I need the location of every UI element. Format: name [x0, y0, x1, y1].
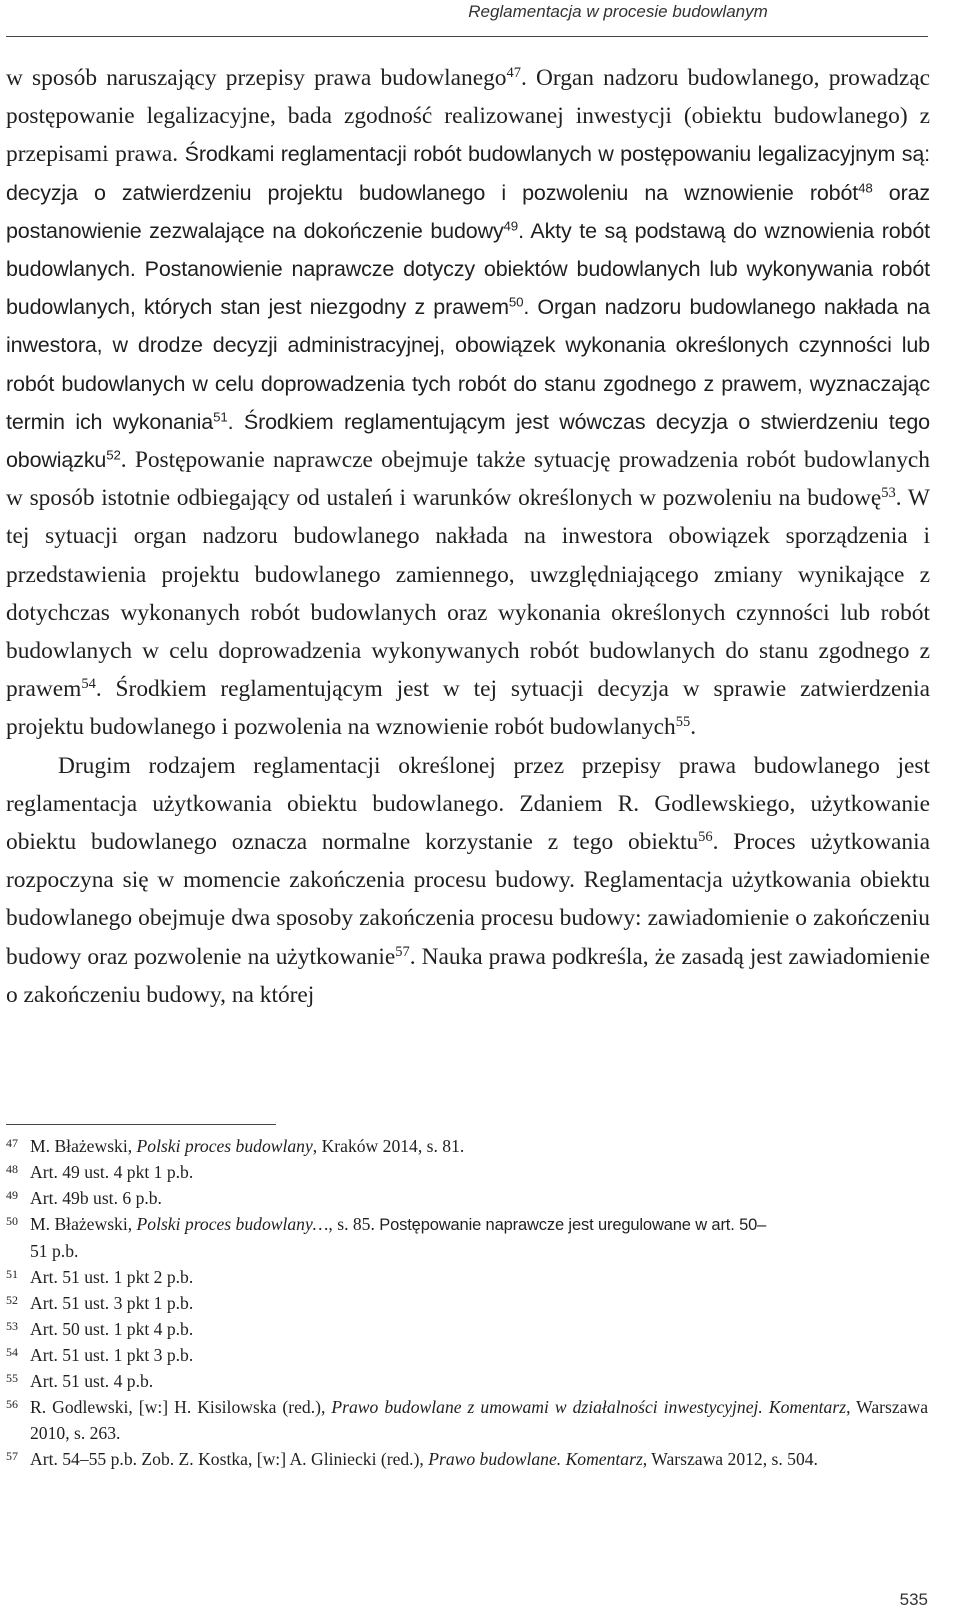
footnote-49: [6, 1185, 928, 1211]
footnote-ref[interactable]: 50: [508, 294, 524, 310]
footnote-ref[interactable]: 51: [213, 409, 228, 425]
text-segment-sans: [6, 142, 930, 472]
text-segment: . Organ nadzoru budowlanego nakłada na inwestora, w drodze decyzji administracyjnej, obowiązek wykonania określonych czynności lub robót budowlanych w celu doprowadzenia tych robót do stanu zgodnego z prawem, wyznaczając termin ich wykonania: [6, 295, 930, 434]
footnote-text: Art. 49b ust. 6 p.b.: [30, 1188, 162, 1208]
footnote-ref[interactable]: 52: [106, 447, 121, 463]
footnote-number: 57: [6, 1449, 18, 1463]
footnote-55: [6, 1368, 928, 1394]
footnote-48: [6, 1159, 928, 1185]
running-header: [0, 2, 928, 22]
footnote-title: Polski proces budowlany: [136, 1136, 313, 1156]
footnote-title: Prawo budowlane. Komentarz: [428, 1449, 643, 1469]
text-segment: Drugim rodzajem reglamentacji określonej przez przepisy prawa budowlanego jest reglamentacja użytkowania obiektu budowlanego. Zdaniem R. Godlewskiego, użytkowanie obiektu budowlanego oznacza normalne korzystanie z tego obiektu: [6, 752, 930, 856]
text-segment: . W tej sytuacji organ nadzoru budowlanego nakłada na inwestora obowiązek sporządzenia i przedstawienia projektu budowlanego zamiennego, uwzględniającego zmiany wynikające z dotychczas wykonanych robót budowlanych oraz wykonania określonych czynności lub robót budowlanych w celu doprowadzenia wykonywanych robót budowlanych do stanu zgodnego z prawem: [6, 485, 930, 703]
footnote-text: [30, 1446, 928, 1472]
running-title: Reglamentacja w procesie budowlanym: [468, 2, 768, 21]
footnote-text: Art. 49 ust. 4 pkt 1 p.b.: [30, 1162, 194, 1182]
footnotes-list: [6, 1133, 928, 1472]
footnote-54: [6, 1342, 928, 1368]
footnote-number: 56: [6, 1397, 18, 1411]
footnote-text: Art. 51 ust. 4 p.b.: [30, 1371, 154, 1391]
footnote-segment: 51 p.b.: [30, 1241, 79, 1261]
footnote-57: [6, 1446, 928, 1472]
footnote-text: Art. 51 ust. 1 pkt 3 p.b.: [30, 1345, 194, 1365]
footnote-ref[interactable]: 49: [503, 218, 519, 234]
header-divider: [6, 36, 928, 37]
footnote-ref[interactable]: 48: [858, 180, 873, 196]
footnote-53: [6, 1316, 928, 1342]
footnote-number: 49: [6, 1188, 18, 1202]
footnote-50: [6, 1211, 928, 1264]
footnote-text: [30, 1133, 928, 1159]
footnote-segment: Art. 54–55 p.b. Zob. Z. Kostka, [w:] A. Gliniecki (red.),: [30, 1449, 429, 1469]
footnote-segment-sans: Postępowanie naprawcze jest uregulowane w art. 50–: [379, 1216, 767, 1234]
text-segment: . Proces użytkowania rozpoczyna się w momencie zakończenia procesu budowy. Reglamentacja użytkowania obiektu budowlanego obejmuje dwa sposoby zakończenia procesu budowy: zawiadomienie o zakończeniu budowy oraz pozwolenie na użytkowanie: [6, 829, 930, 970]
footnote-text: Art. 50 ust. 1 pkt 4 p.b.: [30, 1319, 194, 1339]
footnote-number: 53: [6, 1319, 18, 1333]
footnote-51: [6, 1264, 928, 1290]
footnote-ref[interactable]: 47: [506, 65, 521, 82]
paragraph-2: [6, 747, 930, 1014]
footnote-text: Art. 51 ust. 1 pkt 2 p.b.: [30, 1267, 194, 1287]
text-segment: . Środkiem reglamentującym jest w tej sytuacji decyzja w sprawie zatwierdzenia projektu budowlanego i pozwolenia na wznowienie robót budowlanych: [6, 676, 930, 741]
footnote-segment: , Warszawa 2010, s. 263.: [30, 1397, 928, 1443]
footnote-number: 47: [6, 1136, 18, 1150]
footnote-divider: [6, 1124, 276, 1125]
footnote-title: Prawo budowlane z umowami w działalności inwestycyjnej. Komentarz: [331, 1397, 847, 1417]
text-segment: . Postępowanie naprawcze obejmuje także sytuację prowadzenia robót budowlanych w sposób istotnie odbiegający od ustaleń i warunków określonych w pozwoleniu na budowę: [6, 447, 930, 512]
text-segment: w sposób naruszający przepisy prawa budowlanego: [6, 65, 507, 91]
text-segment: . Nauka prawa podkreśla, że zasadą jest zawiadomienie o zakończeniu budowy, na której: [6, 943, 930, 1008]
footnote-56: [6, 1394, 928, 1446]
footnote-segment: M. Błażewski,: [30, 1214, 137, 1234]
footnote-segment: M. Błażewski,: [30, 1136, 137, 1156]
main-text: [6, 59, 930, 1014]
footnote-number: 52: [6, 1293, 18, 1307]
page-number: 535: [899, 1590, 928, 1609]
text-segment: .: [690, 714, 697, 741]
footnote-segment: , Warszawa 2012, s. 504.: [642, 1449, 818, 1469]
footnote-segment: , s. 85.: [328, 1214, 380, 1234]
text-segment: oraz postanowienie zezwalające na dokończenie budowy: [6, 180, 930, 243]
text-segment: . Organ nadzoru budowlanego, prowadząc postępowanie legalizacyjne, bada zgodność realizowanej inwestycji (obiektu budowlanego) z przepisami prawa.: [6, 65, 930, 168]
footnote-title: Polski proces budowlany…: [136, 1214, 329, 1234]
footnote-ref[interactable]: 57: [395, 943, 410, 960]
footnote-number: 48: [6, 1162, 18, 1176]
footnote-segment: R. Godlewski, [w:] H. Kisilowska (red.),: [30, 1397, 332, 1417]
footnote-number: 55: [6, 1371, 18, 1385]
footnote-47: [6, 1133, 928, 1159]
footnote-text: Art. 51 ust. 3 pkt 1 p.b.: [30, 1293, 194, 1313]
footnote-number: 54: [6, 1345, 18, 1359]
text-segment: Środkami reglamentacji robót budowlanych w postępowaniu legalizacyjnym są: decyzja o zatwierdzeniu projektu budowlanego i pozwoleniu na wznowienie robót: [6, 142, 931, 205]
text-segment: . Środkiem reglamentującym jest wówczas decyzja o stwierdzeniu tego obowiązku: [6, 409, 930, 473]
footnote-ref[interactable]: 54: [81, 676, 96, 693]
footnote-ref[interactable]: 56: [698, 829, 713, 846]
footnote-number: 50: [6, 1214, 18, 1228]
footnote-text: [30, 1394, 928, 1446]
paragraph-1: [6, 59, 930, 747]
footnote-ref[interactable]: 55: [675, 714, 691, 731]
text-segment: . Akty te są podstawą do wznowienia robót budowlanych. Postanowienie naprawcze dotyczy obiektów budowlanych lub wykonywania robót budowlanych, których stan jest niezgodny z prawem: [6, 218, 930, 320]
footnote-segment: , Kraków 2014, s. 81.: [312, 1136, 465, 1156]
footnote-text: [30, 1211, 928, 1264]
footnote-ref[interactable]: 53: [881, 485, 896, 502]
footnote-number: 51: [6, 1267, 18, 1281]
footnote-52: [6, 1290, 928, 1316]
